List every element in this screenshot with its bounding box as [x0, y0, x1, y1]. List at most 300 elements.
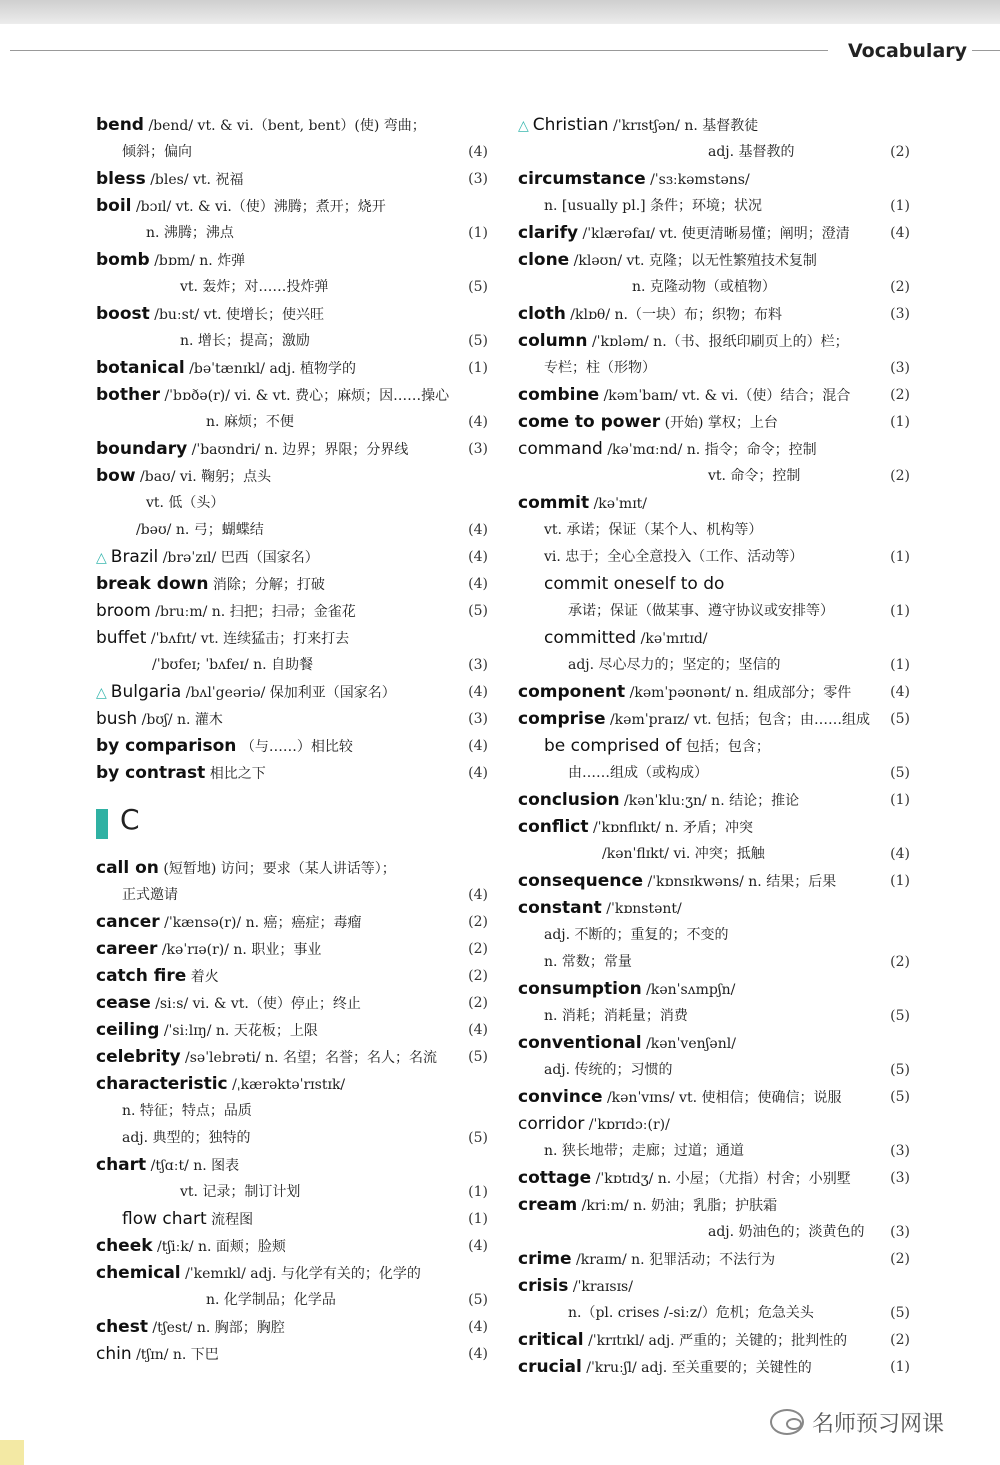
- entry-line: [518, 301, 910, 328]
- entry-content: [518, 706, 910, 734]
- entry-content: [96, 909, 488, 937]
- entry-line: [96, 112, 488, 139]
- definition: n. 特征；特点；品质: [122, 1103, 252, 1119]
- entry-line: [96, 463, 488, 490]
- headword: convince: [518, 1087, 603, 1107]
- definition: /kənˈsʌmpʃn/: [646, 982, 736, 998]
- entry-content: [96, 490, 488, 517]
- entry-line: [96, 1017, 488, 1044]
- definition: /kənˈvenʃənl/: [646, 1036, 736, 1052]
- entry-line: [96, 733, 488, 760]
- unit-number: (4): [462, 544, 488, 571]
- unit-number: (4): [462, 1314, 488, 1341]
- entry-line: [96, 652, 488, 679]
- entry-line: [96, 355, 488, 382]
- triangle-marker-icon: △: [96, 550, 107, 566]
- entry-line: [518, 112, 910, 139]
- unit-number: (4): [462, 679, 488, 706]
- unit-number: (1): [884, 1354, 910, 1381]
- entry-content: [96, 855, 488, 883]
- definition: 正式邀请: [122, 887, 178, 903]
- entry-content: [518, 301, 910, 329]
- headword: broom: [96, 601, 151, 621]
- definition: vt. 低（头）: [146, 495, 225, 511]
- headword: Brazil: [110, 547, 159, 567]
- entry-line: [518, 328, 910, 355]
- entry-line: [518, 652, 910, 679]
- unit-number: (3): [462, 166, 488, 193]
- entry-content: [96, 1125, 488, 1152]
- entry-content: [518, 1111, 910, 1139]
- entry-line: [518, 463, 910, 490]
- headword: boundary: [96, 439, 188, 459]
- entry-line: [518, 409, 910, 436]
- entry-content: [96, 301, 488, 329]
- entry-content: [518, 868, 910, 896]
- watermark: [770, 1404, 990, 1440]
- definition: /kraɪm/ n. 犯罪活动；不法行为: [576, 1252, 776, 1268]
- entry-content: [96, 436, 488, 464]
- entry-content: [96, 1098, 488, 1125]
- headword: chart: [96, 1155, 147, 1175]
- entry-content: [96, 1152, 488, 1180]
- entry-content: [96, 706, 488, 734]
- entry-line: [518, 949, 910, 976]
- entry-content: [518, 490, 910, 518]
- entry-content: [518, 733, 910, 761]
- headword: crisis: [518, 1276, 569, 1296]
- headword: consequence: [518, 871, 644, 891]
- entry-line: [96, 544, 488, 571]
- definition: /kləʊn/ vt. 克隆；以无性繁殖技术复制: [573, 253, 817, 269]
- entry-content: [96, 1017, 488, 1045]
- entry-content: [518, 1327, 910, 1355]
- entry-content: [96, 1206, 488, 1234]
- entry-line: [96, 490, 488, 517]
- definition: 包括；包含；: [685, 739, 770, 755]
- unit-number: (1): [462, 220, 488, 247]
- definition: n. 克隆动物（或植物）: [632, 279, 776, 295]
- definition: /ˈkemɪkl/ adj. 与化学有关的；化学的: [185, 1266, 421, 1282]
- entry-line: [518, 193, 910, 220]
- entry-content: [96, 571, 488, 599]
- definition: /ˈbaʊndri/ n. 边界；界限；分界线: [191, 442, 409, 458]
- entry-content: [518, 1192, 910, 1220]
- header-rule-right: [972, 50, 1000, 51]
- unit-number: (5): [884, 1300, 910, 1327]
- entry-line: [518, 1192, 910, 1219]
- definition: /kəˈmɑːnd/ n. 指令；命令；控制: [607, 442, 817, 458]
- entry-content: [518, 112, 910, 140]
- headword: critical: [518, 1330, 584, 1350]
- entry-line: [518, 1219, 910, 1246]
- entry-line: [96, 1152, 488, 1179]
- entry-content: [96, 1233, 488, 1261]
- definition: /ˈbʊfeɪ; ˈbʌfeɪ/ n. 自助餐: [152, 657, 314, 673]
- unit-number: (2): [884, 1246, 910, 1273]
- entry-line: [518, 1273, 910, 1300]
- headword: column: [518, 331, 588, 351]
- entry-line: [96, 409, 488, 436]
- entry-line: [96, 220, 488, 247]
- unit-number: (1): [462, 1179, 488, 1206]
- unit-number: (4): [462, 882, 488, 909]
- definition: /bəˈtænɪkl/ adj. 植物学的: [189, 361, 356, 377]
- definition: vi. 忠于；全心全意投入（工作、活动等）: [544, 549, 804, 565]
- entry-line: [518, 841, 910, 868]
- section-color-bar: [96, 809, 108, 839]
- entry-line: [518, 1138, 910, 1165]
- definition: /baʊ/ vi. 鞠躬；点头: [140, 469, 272, 485]
- headword: call on: [96, 858, 159, 878]
- definition: vt. 命令；控制: [708, 468, 801, 484]
- headword: conclusion: [518, 790, 620, 810]
- triangle-marker-icon: △: [518, 118, 529, 134]
- definition: n.（pl. crises /-siːz/）危机；危急关头: [568, 1305, 814, 1321]
- entry-line: [518, 976, 910, 1003]
- unit-number: (1): [884, 787, 910, 814]
- entry-content: [518, 328, 910, 356]
- entry-content: [96, 544, 488, 572]
- headword: characteristic: [96, 1074, 228, 1094]
- entry-line: [518, 166, 910, 193]
- definition: /ˈkænsə(r)/ n. 癌；癌症；毒瘤: [164, 915, 362, 931]
- entry-content: [518, 760, 910, 787]
- entry-line: [96, 328, 488, 355]
- headword: celebrity: [96, 1047, 181, 1067]
- header-rule-left: [10, 50, 828, 51]
- definition: /bend/ vt. & vi.（bent, bent）(使) 弯曲；: [148, 118, 426, 134]
- unit-number: (1): [462, 1206, 488, 1233]
- entry-content: [518, 247, 910, 275]
- definition: /kəmˈpraɪz/ vt. 包括；包含；由……组成: [609, 712, 871, 728]
- entry-line: [518, 814, 910, 841]
- definition: /ˈsɜːkəmstəns/: [650, 172, 750, 188]
- headword: bend: [96, 115, 144, 135]
- definition: （与……）相比较: [240, 739, 353, 755]
- headword: by comparison: [96, 736, 237, 756]
- entry-line: [518, 139, 910, 166]
- entry-line: [96, 571, 488, 598]
- entry-line: [518, 922, 910, 949]
- definition: /bəʊ/ n. 弓；蝴蝶结: [136, 522, 264, 538]
- entry-content: [518, 517, 910, 544]
- entry-line: [518, 1246, 910, 1273]
- left-column: [96, 112, 488, 1368]
- unit-number: (5): [462, 328, 488, 355]
- entry-content: [518, 382, 910, 410]
- definition: /ˈkrɪtɪkl/ adj. 严重的；关键的；批判性的: [588, 1333, 848, 1349]
- headword: component: [518, 682, 626, 702]
- entry-line: [96, 855, 488, 882]
- definition: /kəˈrɪə(r)/ n. 职业；事业: [161, 942, 322, 958]
- definition: /bʊʃ/ n. 灌木: [141, 712, 223, 728]
- entry-content: [96, 220, 488, 247]
- sub-headword: be comprised of: [544, 736, 682, 756]
- sub-headword: commit oneself to do: [544, 574, 725, 594]
- entry-line: [518, 1300, 910, 1327]
- headword: corridor: [518, 1114, 585, 1134]
- definition: n. 常数；常量: [544, 954, 632, 970]
- headword: bush: [96, 709, 138, 729]
- definition: n. 沸腾；沸点: [146, 225, 234, 241]
- entry-content: [518, 274, 910, 301]
- entry-content: [96, 760, 488, 788]
- unit-number: (1): [884, 652, 910, 679]
- entry-content: [96, 1341, 488, 1369]
- section-letter: C: [120, 803, 140, 836]
- entry-content: [96, 409, 488, 436]
- unit-number: (5): [462, 1287, 488, 1314]
- headword: cease: [96, 993, 151, 1013]
- unit-number: (2): [462, 909, 488, 936]
- definition: 倾斜；偏向: [122, 144, 192, 160]
- definition: /siːs/ vi. & vt.（使）停止；终止: [155, 996, 361, 1012]
- headword: commit: [518, 493, 590, 513]
- entry-line: [518, 733, 910, 760]
- definition: 消除；分解；打破: [212, 577, 325, 593]
- entry-line: [518, 247, 910, 274]
- unit-number: (3): [462, 652, 488, 679]
- definition: /klɒθ/ n.（一块）布；织物；布料: [570, 307, 782, 323]
- definition: /brəˈzɪl/ 巴西（国家名）: [162, 550, 319, 566]
- definition: /tʃiːk/ n. 面颊；脸颊: [157, 1239, 286, 1255]
- unit-number: (1): [884, 598, 910, 625]
- unit-number: (4): [462, 733, 488, 760]
- unit-number: (5): [462, 1044, 488, 1071]
- entry-line: [518, 1354, 910, 1381]
- entries-c: [96, 855, 488, 1368]
- entry-content: [518, 922, 910, 949]
- headword: botanical: [96, 358, 185, 378]
- entry-line: [518, 1084, 910, 1111]
- entry-content: [96, 1314, 488, 1342]
- entry-line: [96, 1260, 488, 1287]
- headword: cloth: [518, 304, 566, 324]
- entry-content: [96, 963, 488, 991]
- entry-content: [96, 1179, 488, 1206]
- entry-content: [518, 1084, 910, 1112]
- unit-number: (5): [884, 1057, 910, 1084]
- entry-content: [96, 733, 488, 761]
- definition: /kəˈmɪtɪd/: [640, 631, 708, 647]
- wechat-icon: [770, 1409, 804, 1435]
- definition: /ˈkɒləm/ n.（书、报纸印刷页上的）栏；: [591, 334, 849, 350]
- definition: /ˈklærəfaɪ/ vt. 使更清晰易懂；阐明；澄清: [582, 226, 850, 242]
- unit-number: (3): [884, 301, 910, 328]
- entry-line: [96, 139, 488, 166]
- headword: conflict: [518, 817, 589, 837]
- headword: Christian: [532, 115, 609, 135]
- unit-number: (3): [462, 706, 488, 733]
- entry-content: [518, 463, 910, 490]
- headword: break down: [96, 574, 209, 594]
- headword: bother: [96, 385, 160, 405]
- definition: adj. 尽心尽力的；坚定的；坚信的: [568, 657, 781, 673]
- entry-line: [518, 1111, 910, 1138]
- headword: cheek: [96, 1236, 153, 1256]
- entry-content: [518, 1057, 910, 1084]
- entry-line: [96, 301, 488, 328]
- entry-line: [96, 882, 488, 909]
- definition: /kəmˈpəʊnənt/ n. 组成部分；零件: [629, 685, 852, 701]
- entry-line: [518, 220, 910, 247]
- entry-line: [96, 436, 488, 463]
- entry-line: [96, 274, 488, 301]
- entry-content: [518, 1138, 910, 1165]
- definition: /ˈkruːʃl/ adj. 至关重要的；关键性的: [586, 1360, 812, 1376]
- entry-line: [96, 1044, 488, 1071]
- unit-number: (3): [462, 436, 488, 463]
- unit-number: (1): [884, 409, 910, 436]
- entry-content: [96, 1071, 488, 1099]
- unit-number: (2): [884, 274, 910, 301]
- entry-content: [96, 1287, 488, 1314]
- definition: /kənˈflɪkt/ vi. 冲突；抵触: [602, 846, 765, 862]
- entry-content: [518, 679, 910, 707]
- entry-content: [96, 193, 488, 221]
- unit-number: (4): [462, 1017, 488, 1044]
- unit-number: (4): [884, 220, 910, 247]
- definition: /ˈkɒtɪdʒ/ n. 小屋；（尤指）村舍；小别墅: [595, 1171, 851, 1187]
- definition: /tʃɪn/ n. 下巴: [136, 1347, 219, 1363]
- entry-line: [518, 1327, 910, 1354]
- entry-line: [518, 868, 910, 895]
- entry-content: [518, 409, 910, 437]
- entry-content: [518, 814, 910, 842]
- entry-content: [518, 166, 910, 194]
- entry-line: [518, 679, 910, 706]
- definition: /ˈkɒnsɪkwəns/ n. 结果；后果: [647, 874, 837, 890]
- entry-line: [96, 1206, 488, 1233]
- triangle-marker-icon: △: [96, 685, 107, 701]
- headword: clone: [518, 250, 570, 270]
- entry-content: [518, 1300, 910, 1327]
- definition: adj. 传统的；习惯的: [544, 1062, 673, 1078]
- entry-line: [96, 1071, 488, 1098]
- unit-number: (2): [884, 949, 910, 976]
- definition: adj. 不断的；重复的；不变的: [544, 927, 729, 943]
- headword: bow: [96, 466, 136, 486]
- unit-number: (4): [462, 1341, 488, 1368]
- unit-number: (3): [884, 1165, 910, 1192]
- entry-content: [518, 220, 910, 248]
- right-column: [518, 112, 910, 1381]
- definition: vt. 记录；制订计划: [180, 1184, 301, 1200]
- definition: 专栏；柱（形物）: [544, 360, 656, 376]
- unit-number: (4): [462, 409, 488, 436]
- entry-line: [96, 1179, 488, 1206]
- definition: vt. 承诺；保证（某个人、机构等）: [544, 522, 763, 538]
- entry-line: [96, 909, 488, 936]
- section-heading: [96, 799, 488, 855]
- headword: catch fire: [96, 966, 187, 986]
- entry-content: [96, 139, 488, 166]
- definition: n. 麻烦；不便: [206, 414, 294, 430]
- entry-content: [518, 652, 910, 679]
- entry-content: [518, 895, 910, 923]
- entry-content: [518, 193, 910, 220]
- entry-line: [96, 990, 488, 1017]
- entry-line: [518, 382, 910, 409]
- headword: chest: [96, 1317, 148, 1337]
- entry-line: [96, 706, 488, 733]
- entry-line: [518, 436, 910, 463]
- entry-line: [518, 571, 910, 598]
- headword: bless: [96, 169, 146, 189]
- headword: command: [518, 439, 603, 459]
- unit-number: (4): [884, 679, 910, 706]
- definition: /səˈlebrəti/ n. 名望；名誉；名人；名流: [185, 1050, 437, 1066]
- headword: by contrast: [96, 763, 206, 783]
- unit-number: (5): [884, 760, 910, 787]
- entry-content: [96, 598, 488, 626]
- definition: /ˈkrɪstʃən/ n. 基督教徒: [613, 118, 759, 134]
- entry-content: [96, 355, 488, 383]
- entry-line: [518, 706, 910, 733]
- headword: boil: [96, 196, 132, 216]
- entry-content: [96, 382, 488, 410]
- entry-content: [96, 652, 488, 679]
- entry-content: [518, 1030, 910, 1058]
- definition: /tʃest/ n. 胸部；胸腔: [152, 1320, 285, 1336]
- definition: /ˈbɒðə(r)/ vi. & vt. 费心；麻烦；因……操心: [164, 388, 450, 404]
- headword: bomb: [96, 250, 150, 270]
- headword: crucial: [518, 1357, 582, 1377]
- entry-line: [518, 1003, 910, 1030]
- definition: /kəmˈbaɪn/ vt. & vi.（使）结合；混合: [603, 388, 851, 404]
- entry-content: [96, 517, 488, 544]
- unit-number: (4): [462, 571, 488, 598]
- unit-number: (4): [884, 841, 910, 868]
- definition: 承诺；保证（做某事、遵守协议或安排等）: [568, 603, 834, 619]
- entry-line: [518, 490, 910, 517]
- definition: /ˈkɒnflɪkt/ n. 矛盾；冲突: [592, 820, 753, 836]
- definition: 由……组成（或构成）: [568, 765, 708, 781]
- entry-content: [96, 625, 488, 653]
- entry-line: [96, 936, 488, 963]
- unit-number: (5): [462, 1125, 488, 1152]
- unit-number: (2): [462, 936, 488, 963]
- entry-content: [518, 1003, 910, 1030]
- headword: clarify: [518, 223, 579, 243]
- unit-number: (4): [462, 139, 488, 166]
- entry-content: [518, 841, 910, 868]
- unit-number: (4): [462, 517, 488, 544]
- definition: /ˌkærəktəˈrɪstɪk/: [232, 1077, 346, 1093]
- corner-mark: [0, 1440, 24, 1465]
- definition: /kriːm/ n. 奶油；乳脂；护肤霜: [581, 1198, 778, 1214]
- entry-line: [96, 625, 488, 652]
- entry-line: [96, 193, 488, 220]
- entry-line: [518, 544, 910, 571]
- entry-content: [518, 625, 910, 653]
- page-top-strip: [0, 0, 1000, 24]
- entry-line: [96, 679, 488, 706]
- unit-number: (4): [462, 760, 488, 787]
- definition: /ˈkɒnstənt/: [606, 901, 682, 917]
- page-header-title: Vocabulary: [848, 40, 968, 62]
- headword: ceiling: [96, 1020, 160, 1040]
- entry-content: [518, 1246, 910, 1274]
- definition: /bɒm/ n. 炸弹: [154, 253, 246, 269]
- entry-content: [96, 990, 488, 1018]
- unit-number: (3): [884, 355, 910, 382]
- definition: 流程图: [211, 1212, 254, 1228]
- definition: n. 狭长地带；走廊；过道；通道: [544, 1143, 744, 1159]
- headword: comprise: [518, 709, 606, 729]
- definition: (短暂地) 访问；要求（某人讲话等）；: [163, 861, 396, 877]
